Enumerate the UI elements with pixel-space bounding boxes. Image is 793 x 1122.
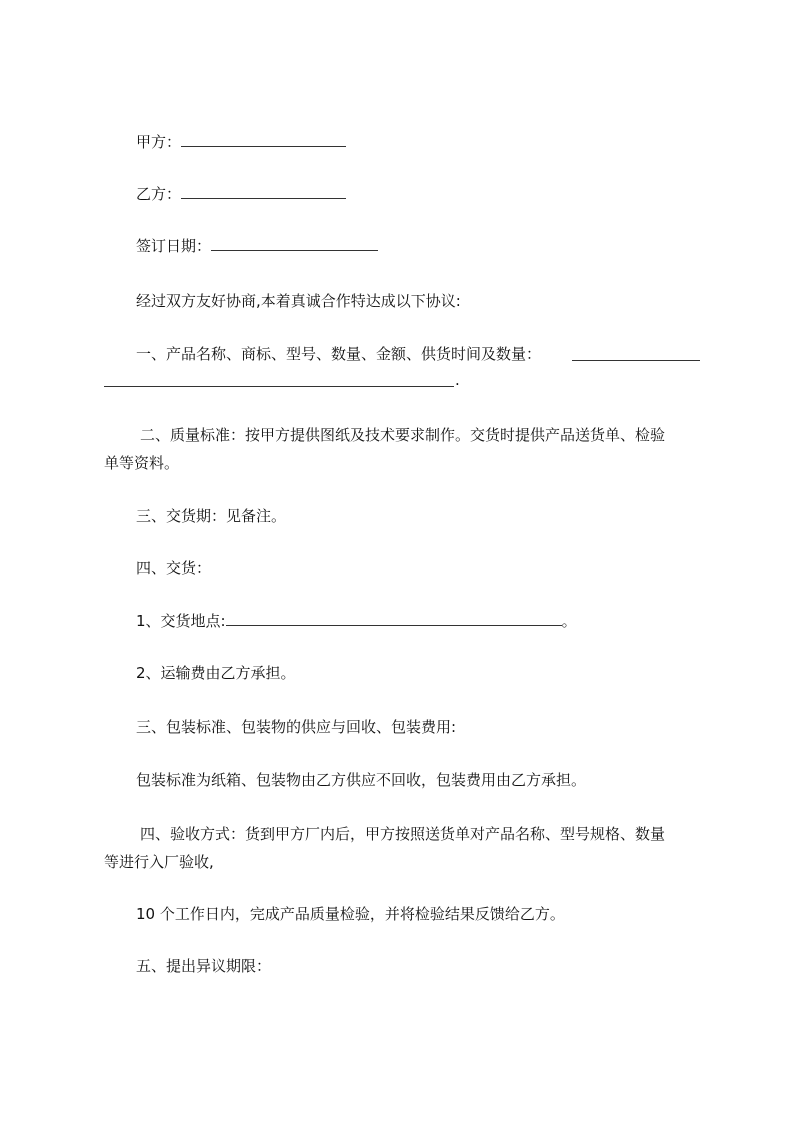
sign-date-line (136, 236, 378, 256)
clause-1-end-mark: . (455, 371, 460, 389)
delivery-place-line (136, 611, 577, 631)
clause-3-line: 三、交货期：见备注。 (136, 507, 287, 525)
clause-1-text: 一、产品名称、商标、型号、数量、金额、供货时间及数量： (136, 345, 542, 363)
acceptance-line-1: 四、验收方式：货到甲方厂内后，甲方按照送货单对产品名称、型号规格、数量 (140, 825, 666, 843)
party-a-blank (181, 132, 346, 147)
intro-paragraph: 经过双方友好协商,本着真诚合作特达成以下协议: (136, 292, 461, 310)
clause-1-blank-b (104, 386, 454, 387)
party-b-blank (181, 184, 346, 199)
acceptance-line-2: 等进行入厂验收, (104, 853, 214, 871)
party-b-label: 乙方： (136, 185, 182, 203)
acceptance-line-3: 10 个工作日内，完成产品质量检验，并将检验结果反馈给乙方。 (136, 905, 565, 923)
clause-4-title: 四、交货： (136, 559, 212, 577)
clause-2-line-2: 单等资料。 (104, 454, 180, 472)
packaging-text: 包装标准为纸箱、包装物由乙方供应不回收，包装费用由乙方承担。 (136, 771, 587, 789)
delivery-place-end: 。 (561, 612, 577, 630)
sign-date-blank (211, 236, 378, 251)
party-a-line (136, 132, 346, 152)
clause-1-line (136, 344, 541, 364)
clause-1-blank-a (572, 360, 700, 361)
clause-2-line-1: 二、质量标准：按甲方提供图纸及技术要求制作。交货时提供产品送货单、检验 (140, 426, 666, 444)
sign-date-label: 签订日期： (136, 237, 212, 255)
party-b-line (136, 184, 346, 204)
objection-line: 五、提出异议期限： (136, 957, 272, 975)
delivery-place-label: 1、交货地点: (136, 612, 226, 630)
packaging-title: 三、包装标准、包装物的供应与回收、包装费用: (136, 718, 457, 736)
delivery-place-blank (226, 611, 562, 626)
party-a-label: 甲方： (136, 133, 182, 151)
freight-line: 2、运输费由乙方承担。 (136, 664, 296, 682)
